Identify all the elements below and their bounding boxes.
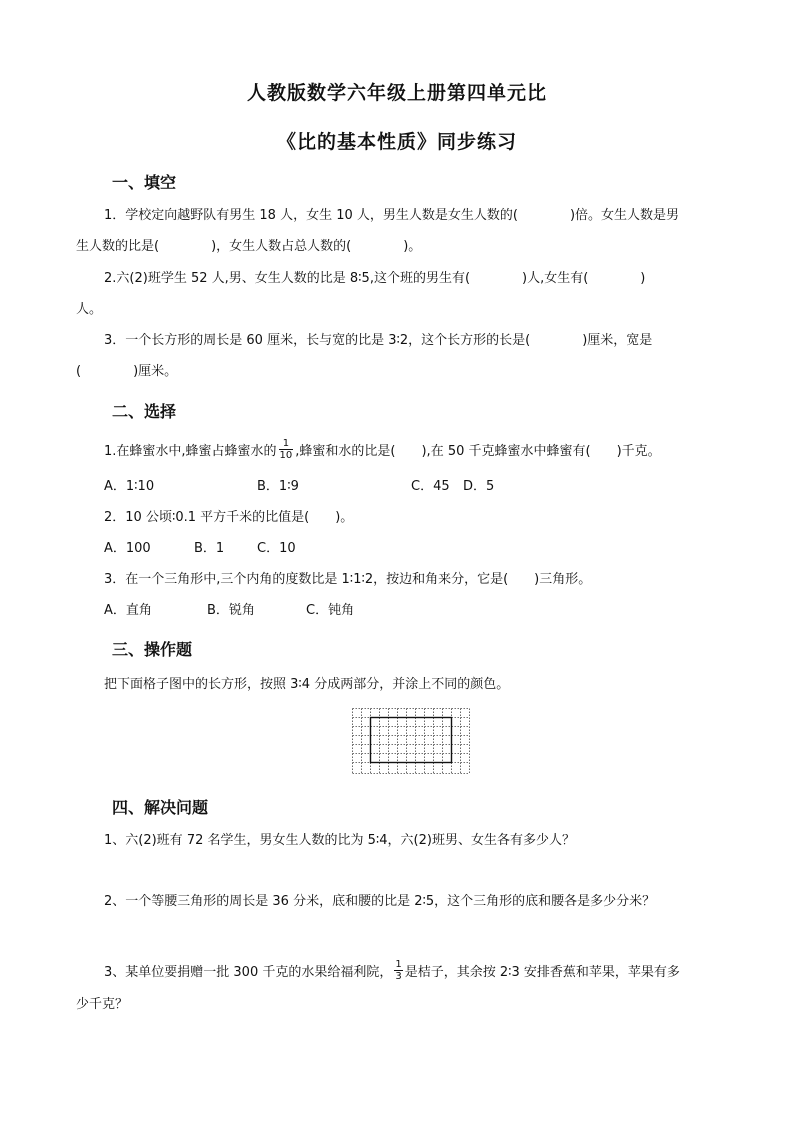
fraction-numerator: 1 [279, 438, 294, 450]
section-heading-fill-blank: 一、填空 [112, 173, 177, 192]
target-rectangle [371, 718, 452, 763]
option-2-3-a: A．直角 [104, 603, 152, 618]
question-2-1-post: ,蜂蜜和水的比是( ),在 50 千克蜂蜜水中蜂蜜有( )千克。 [295, 444, 661, 459]
fraction-numerator: 1 [395, 959, 402, 970]
grid-rectangle-diagram [352, 708, 470, 774]
question-1-2-line1: 2.六(2)班学生 52 人,男、女生人数的比是 8∶5,这个班的男生有( )人,女生有( ) [104, 271, 646, 286]
question-1-1-line1: 1．学校定向越野队有男生 18 人，女生 10 人，男生人数是女生人数的( )倍。女生人数是男 [104, 208, 680, 223]
option-2-1-c: C．45 [411, 479, 450, 494]
question-2-1-pre: 1.在蜂蜜水中,蜂蜜占蜂蜜水的 [104, 444, 277, 459]
fraction-one-tenth [279, 438, 294, 461]
page-subtitle: 《比的基本性质》同步练习 [276, 131, 517, 153]
question-2-2: 2．10 公顷∶0.1 平方千米的比值是( )。 [104, 510, 354, 525]
problem-4-1: 1、六(2)班有 72 名学生，男女生人数的比为 5∶4，六(2)班男、女生各有多少人？ [104, 833, 575, 848]
option-2-3-c: C．钝角 [306, 603, 355, 618]
problem-4-3-line1 [104, 959, 680, 982]
grid-figure [352, 708, 470, 778]
page-title: 人教版数学六年级上册第四单元比 [246, 82, 547, 104]
option-2-1-a: A．1∶10 [104, 479, 155, 494]
option-2-2-b: B．1 [194, 541, 225, 556]
section-heading-problems: 四、解决问题 [112, 798, 209, 817]
problem-4-3-pre: 3、某单位要捐赠一批 300 千克的水果给福利院， [104, 965, 393, 980]
option-2-2-c: C．10 [257, 541, 296, 556]
option-2-1-b: B．1∶9 [257, 479, 299, 494]
fraction-one-third [394, 959, 402, 982]
fraction-denominator: 3 [395, 971, 402, 982]
operation-instruction: 把下面格子图中的长方形，按照 3∶4 分成两部分，并涂上不同的颜色。 [104, 677, 510, 692]
section-heading-choice: 二、选择 [112, 402, 177, 421]
option-2-3-b: B．锐角 [207, 603, 255, 618]
question-1-1-line2: 生人数的比是( )，女生人数占总人数的( )。 [76, 239, 422, 254]
option-2-2-a: A．100 [104, 541, 151, 556]
problem-4-3-post: 是桔子，其余按 2∶3 安排香蕉和苹果，苹果有多 [404, 965, 680, 980]
problem-4-3-line2: 少千克？ [76, 997, 129, 1012]
question-2-3: 3．在一个三角形中,三个内角的度数比是 1∶1∶2，按边和角来分，它是( )三角形。 [104, 572, 592, 587]
question-2-1 [104, 438, 661, 461]
problem-4-2: 2、一个等腰三角形的周长是 36 分米，底和腰的比是 2∶5，这个三角形的底和腰各是多少分米？ [104, 894, 656, 909]
question-1-3-line2: ( )厘米。 [76, 364, 178, 379]
fraction-denominator: 10 [279, 450, 293, 461]
question-1-2-line2: 人。 [76, 302, 103, 317]
option-2-1-d: D．5 [463, 479, 495, 494]
section-heading-operation: 三、操作题 [112, 640, 193, 659]
question-1-3-line1: 3．一个长方形的周长是 60 厘米，长与宽的比是 3∶2，这个长方形的长是( )厘米，宽是 [104, 333, 653, 348]
